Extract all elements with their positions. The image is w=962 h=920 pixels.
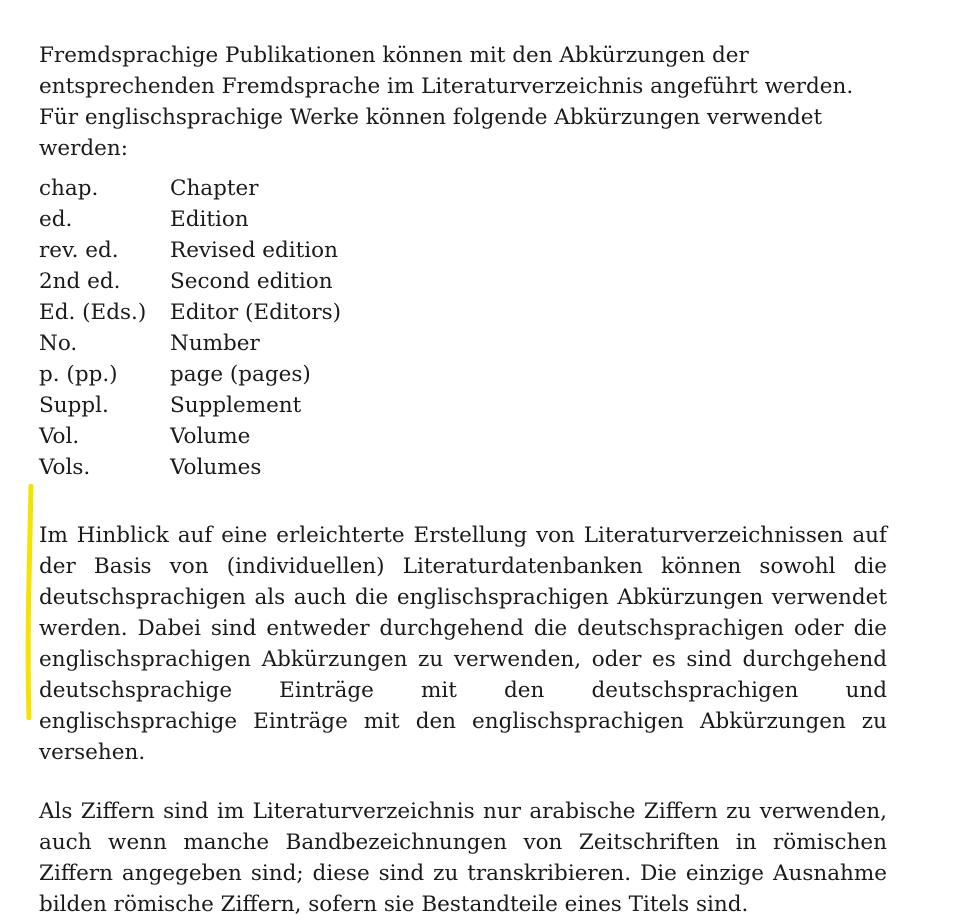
- abbreviation-table-body: [39, 173, 341, 483]
- abbreviation-term: Vols.: [39, 455, 91, 480]
- abbreviation-row: [39, 235, 341, 266]
- abbreviation-meaning: Revised edition: [170, 238, 338, 263]
- abbreviation-meaning: Editor (Editors): [170, 300, 342, 325]
- abbreviation-row: [39, 390, 341, 421]
- abbreviation-meaning: Edition: [170, 207, 249, 232]
- abbreviation-term: chap.: [39, 176, 99, 201]
- abbreviation-row: [39, 359, 341, 390]
- abbreviation-row: [39, 452, 341, 483]
- abbreviation-meaning: Second edition: [170, 269, 333, 294]
- abbreviation-meaning: page (pages): [170, 362, 311, 387]
- abbreviation-term: ed.: [39, 207, 73, 232]
- abbreviation-term: 2nd ed.: [39, 269, 121, 294]
- paragraph-numerals: Als Ziffern sind im Literaturverzeichnis nur arabische Ziffern zu verwenden, auch wenn manche Bandbezeichnungen von Zeitschriften in römischen Ziffern angegeben sind; diese sind zu transkribieren. Die einzige Ausnahme bilden römische Ziffern, sofern sie Bestandteile eines Titels sind.: [39, 799, 887, 917]
- document-page: [39, 40, 887, 920]
- abbreviation-term: Suppl.: [39, 393, 109, 418]
- abbreviation-meaning: Chapter: [170, 176, 259, 201]
- abbreviation-meaning: Volumes: [170, 455, 262, 480]
- abbreviation-term: No.: [39, 331, 78, 356]
- abbreviation-row: [39, 204, 341, 235]
- abbreviation-row: [39, 421, 341, 452]
- intro-paragraph: Fremdsprachige Publikationen können mit den Abkürzungen der entsprechenden Fremdsprache im Literaturverzeichnis angeführt werden. Für englischsprachige Werke können folgende Abkürzungen verwendet werden:: [39, 43, 854, 161]
- abbreviation-meaning: Number: [170, 331, 260, 356]
- abbreviation-meaning: Volume: [170, 424, 251, 449]
- abbreviation-table: [39, 173, 341, 483]
- abbreviation-meaning: Supplement: [170, 393, 302, 418]
- abbreviation-row: [39, 297, 341, 328]
- abbreviation-row: [39, 266, 341, 297]
- highlighter-mark: [25, 484, 34, 720]
- abbreviation-term: rev. ed.: [39, 238, 119, 263]
- abbreviation-term: Ed. (Eds.): [39, 300, 147, 325]
- abbreviation-term: p. (pp.): [39, 362, 118, 387]
- paragraph-databases: Im Hinblick auf eine erleichterte Erstellung von Literaturverzeichnissen auf der Basis von (individuellen) Literaturdatenbanken können sowohl die deutschsprachigen als auch die englischsprachigen Abkürzungen verwendet werden. Dabei sind entweder durchgehend die deutschsprachigen oder die englischsprachigen Abkürzungen zu verwenden, oder es sind durchgehend deutschsprachige Einträge mit den deutschsprachigen und englischsprachige Einträge mit den englischsprachigen Abkürzungen zu versehen.: [39, 523, 887, 765]
- abbreviation-row: [39, 328, 341, 359]
- abbreviation-row: [39, 173, 341, 204]
- abbreviation-term: Vol.: [39, 424, 80, 449]
